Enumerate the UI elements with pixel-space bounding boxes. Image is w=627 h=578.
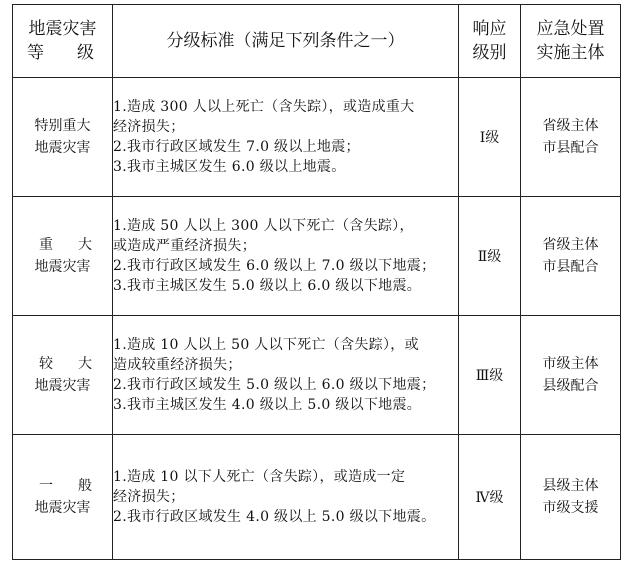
header-category [13, 5, 113, 78]
criteria-cell [113, 78, 459, 197]
criteria-line: 2.我市行政区域发生 4.0 级以上 5.0 级以下地震。 [113, 509, 436, 525]
response-level-cell: Ⅳ级 [459, 435, 521, 560]
table-row [13, 316, 621, 435]
table-row [13, 197, 621, 316]
document-page [12, 4, 620, 572]
table-row [13, 78, 621, 197]
criteria-line: 经济损失； [113, 119, 185, 135]
response-level-cell: Ⅱ级 [459, 197, 521, 316]
header-response-line2: 级别 [472, 43, 507, 63]
body-line2: 县级配合 [542, 378, 599, 394]
responsible-body-cell [521, 435, 621, 560]
criteria-line: 3.我市主城区发生 5.0 级以上 6.0 级以下地震。 [113, 278, 422, 294]
body-line1: 市级主体 [542, 356, 599, 372]
table-row [13, 435, 621, 560]
category-line1 [13, 234, 112, 256]
category-line1 [13, 353, 112, 375]
criteria-line: 2.我市行政区域发生 5.0 级以上 6.0 级以下地震； [113, 377, 436, 393]
responsible-body-cell [521, 316, 621, 435]
category-line2: 地震灾害 [34, 140, 91, 156]
header-category-line2-b: 级 [77, 43, 94, 63]
header-criteria-label: 分级标准（满足下列条件之一） [166, 31, 405, 51]
category-cell [13, 435, 113, 560]
criteria-line: 2.我市行政区域发生 6.0 级以上 7.0 级以下地震； [113, 258, 436, 274]
body-line2: 市级支援 [542, 500, 599, 516]
response-level-cell: Ⅰ级 [459, 78, 521, 197]
category-line1-b: 大 [78, 237, 92, 253]
responsible-body-cell [521, 197, 621, 316]
header-category-line2-a: 等 [27, 43, 44, 63]
criteria-line: 经济损失； [113, 489, 185, 505]
category-cell [13, 316, 113, 435]
category-line1-a: 一 [39, 478, 53, 494]
earthquake-grade-table [12, 4, 621, 560]
body-line2: 市县配合 [542, 259, 599, 275]
header-category-line1: 地震灾害 [28, 19, 97, 39]
category-line2: 地震灾害 [34, 500, 91, 516]
header-response-level [459, 5, 521, 78]
criteria-line: 造成较重经济损失； [113, 357, 242, 373]
category-line1 [13, 475, 112, 497]
criteria-line: 1.造成 10 人以上 50 人以下死亡（含失踪），或 [113, 337, 419, 353]
category-line2: 地震灾害 [34, 378, 91, 394]
header-responsible-body [521, 5, 621, 78]
category-cell [13, 197, 113, 316]
responsible-body-cell [521, 78, 621, 197]
response-level-cell: Ⅲ级 [459, 316, 521, 435]
body-line1: 县级主体 [542, 478, 599, 494]
criteria-line: 1.造成 300 人以上死亡（含失踪），或造成重大 [113, 99, 415, 115]
category-line1-a: 重 [39, 237, 53, 253]
header-body-line2: 实施主体 [536, 43, 605, 63]
criteria-line: 或造成严重经济损失； [113, 238, 256, 254]
criteria-line: 1.造成 50 人以上 300 人以下死亡（含失踪）， [113, 218, 414, 234]
criteria-line: 1.造成 10 以下人死亡（含失踪），或造成一定 [113, 469, 406, 485]
body-line1: 省级主体 [542, 237, 599, 253]
header-body-line1: 应急处置 [536, 19, 605, 39]
criteria-line: 3.我市主城区发生 6.0 级以上地震。 [113, 159, 346, 175]
category-line1-a: 较 [39, 356, 53, 372]
body-line2: 市县配合 [542, 140, 599, 156]
header-response-line1: 响应 [472, 19, 507, 39]
header-criteria [113, 5, 459, 78]
category-line1 [13, 115, 112, 137]
table-header-row [13, 5, 621, 78]
category-line1-b: 般 [78, 478, 92, 494]
criteria-line: 2.我市行政区域发生 7.0 级以上地震； [113, 139, 360, 155]
body-line1: 省级主体 [542, 118, 599, 134]
category-cell [13, 78, 113, 197]
header-category-line2 [13, 41, 112, 65]
category-line2: 地震灾害 [34, 259, 91, 275]
criteria-cell [113, 197, 459, 316]
category-line1-a: 特别重大 [34, 118, 91, 134]
criteria-cell [113, 435, 459, 560]
category-line1-b: 大 [78, 356, 92, 372]
criteria-cell [113, 316, 459, 435]
criteria-line: 3.我市主城区发生 4.0 级以上 5.0 级以下地震。 [113, 397, 422, 413]
